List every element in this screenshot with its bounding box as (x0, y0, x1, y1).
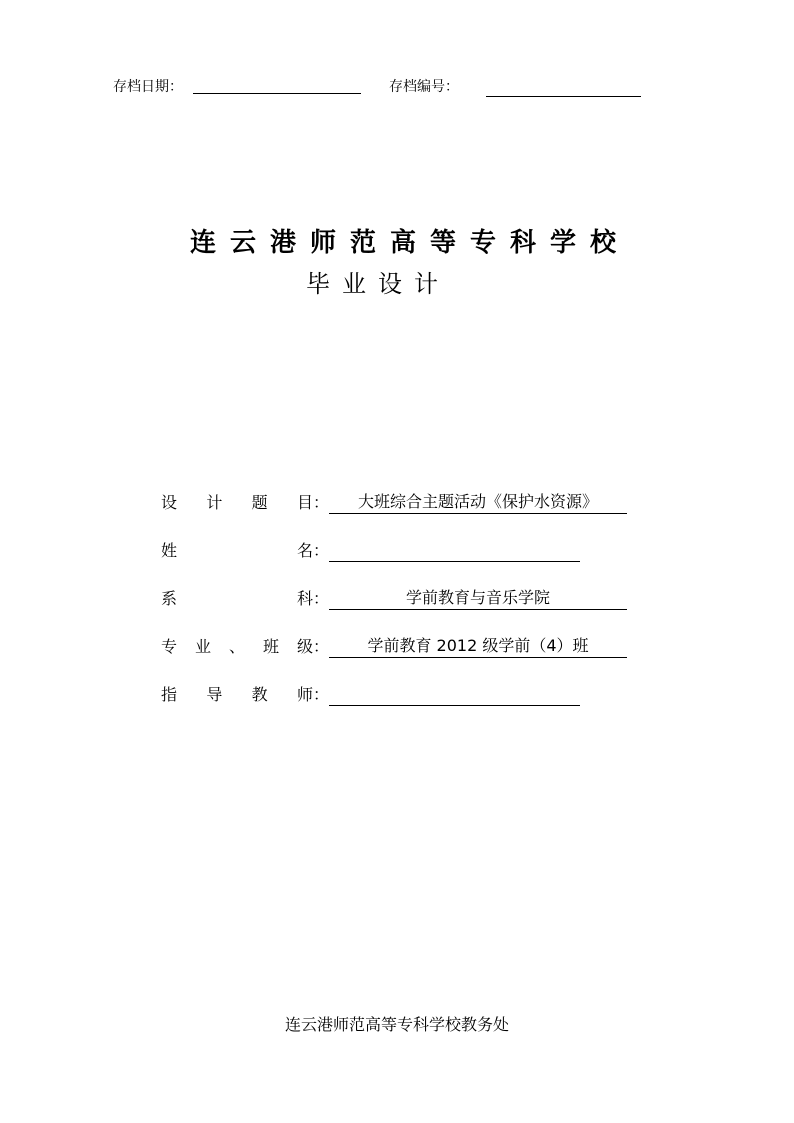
department-field[interactable]: 学前教育与音乐学院 (329, 588, 627, 610)
topic-field[interactable]: 大班综合主题活动《保护水资源》 (329, 492, 627, 514)
name-field[interactable] (329, 540, 580, 562)
archive-date-label: 存档日期： (113, 79, 183, 95)
advisor-field[interactable] (329, 684, 580, 706)
archive-number-field[interactable] (486, 96, 641, 97)
major-class-field[interactable]: 学前教育 2012 级学前（4）班 (329, 636, 627, 658)
advisor-label: 指 导 教 师： (161, 685, 329, 704)
name-label: 姓 名： (161, 541, 329, 560)
major-class-label: 专 业 、 班 级： (161, 637, 329, 656)
document-type-title: 毕业设计 (306, 270, 450, 298)
topic-label: 设 计 题 目： (161, 493, 329, 512)
department-label: 系 科： (161, 589, 329, 608)
school-title: 连云港师范高等专科学校 (190, 228, 631, 258)
issuing-office: 连云港师范高等专科学校教务处 (284, 1015, 509, 1034)
archive-date-field[interactable] (193, 93, 361, 94)
archive-number-label: 存档编号： (389, 79, 459, 95)
